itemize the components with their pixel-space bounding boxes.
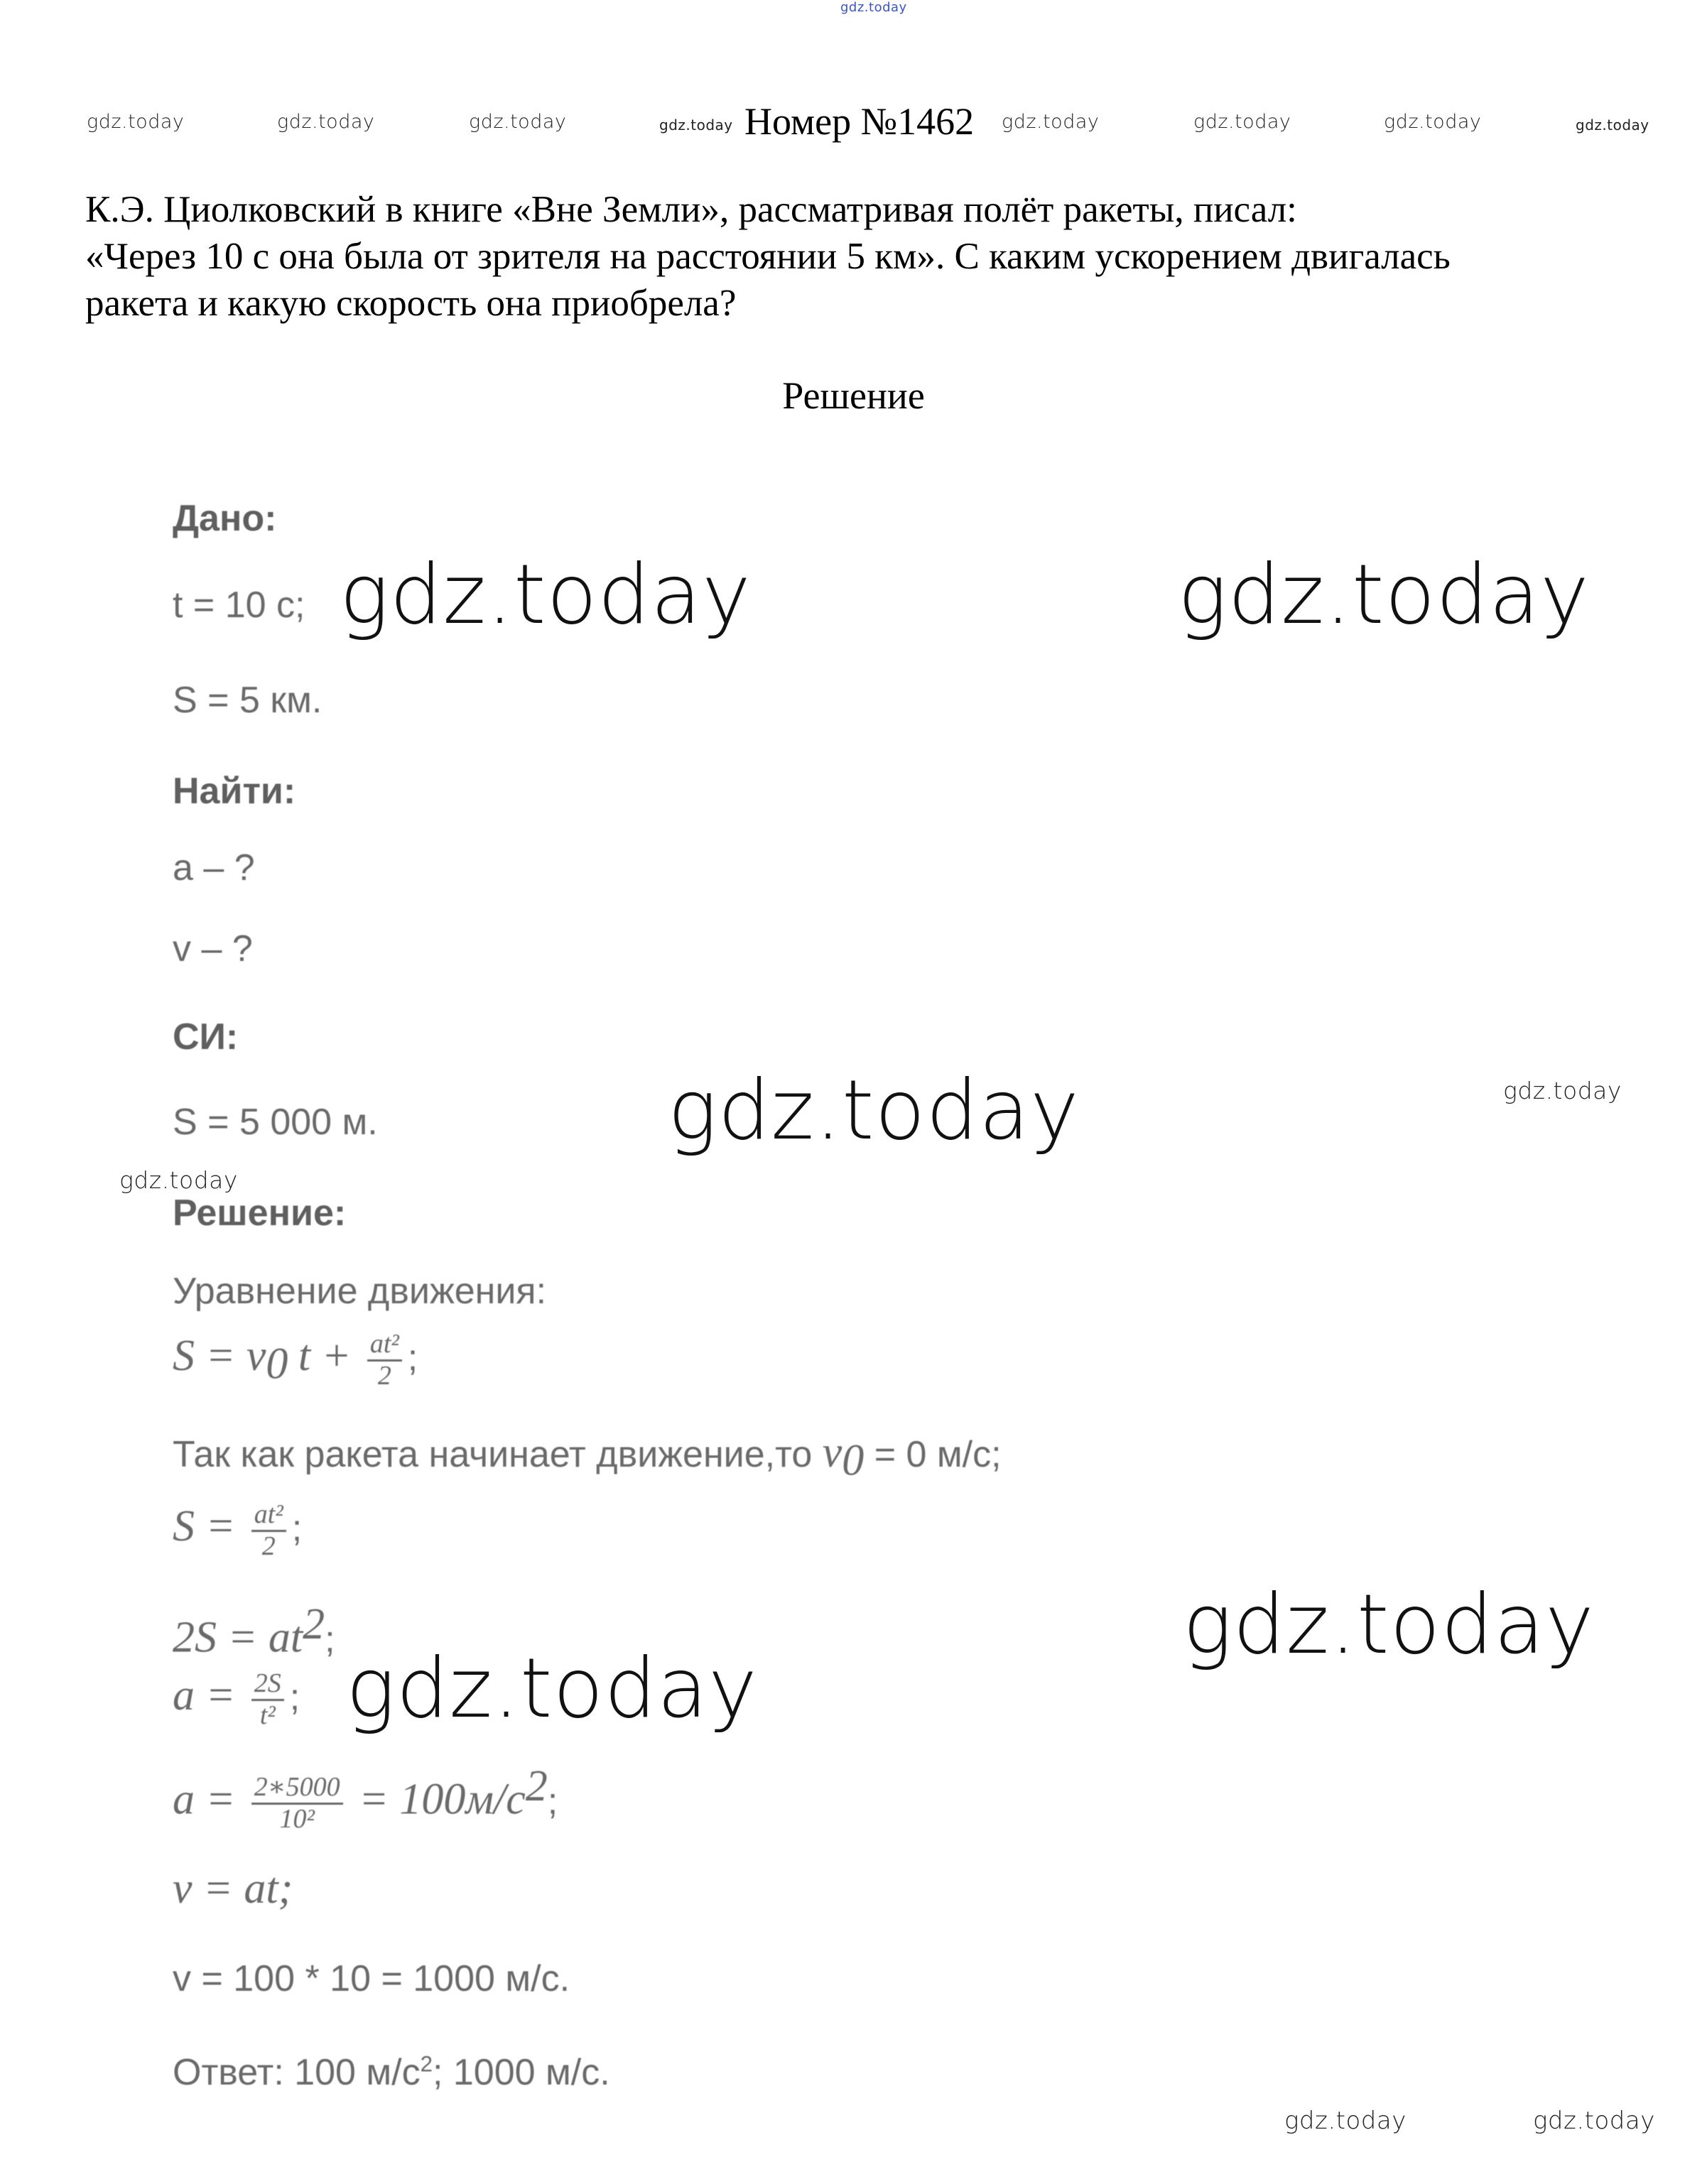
find-velocity: v – ? <box>173 928 253 969</box>
watermark: gdz.today <box>1576 116 1649 134</box>
equation-acceleration-value: a = $\frac{2∗5000}{\text{10²}}$ = $100м/с^2$; <box>173 1762 558 1835</box>
solution-heading: Решение <box>782 374 925 417</box>
watermark-large: gdz.today <box>1183 1577 1595 1673</box>
watermark-large: gdz.today <box>1178 547 1590 643</box>
find-label: Найти: <box>173 771 296 812</box>
watermark: gdz.today <box>87 111 185 133</box>
problem-line: «Через 10 с она была от зрителя на расстоянии 5 км». С каким ускорением двигалась <box>85 236 1451 277</box>
initial-velocity-note: Так как ракета начинает движение,то $v_0 = 0$ м/с; <box>173 1428 1002 1485</box>
equation-2s: $2S = at^2$; <box>173 1600 335 1662</box>
problem-line: К.Э. Циолковский в книге «Вне Земли», рассматривая полёт ракеты, писал: <box>85 189 1297 230</box>
watermark-large: gdz.today <box>346 1641 758 1737</box>
watermark-large: gdz.today <box>340 547 752 643</box>
watermark: gdz.today <box>1503 1077 1622 1104</box>
problem-line: ракета и какую скорость она приобрела? <box>85 283 737 324</box>
equation-distance: S = $\frac{\text{at²}}{2}$ ; <box>173 1499 303 1561</box>
watermark: gdz.today <box>277 111 375 133</box>
problem-text <box>85 186 1676 327</box>
equation-acceleration-formula: a = $\frac{2S}{\text{t²}}$ ; <box>173 1668 300 1730</box>
watermark: gdz.today <box>119 1166 238 1194</box>
find-acceleration: a – ? <box>173 847 255 889</box>
watermark: gdz.today <box>1384 111 1482 133</box>
answer: Ответ: 100 $м/с^2$; 1000 м/с. <box>173 2051 610 2093</box>
equation-caption: Уравнение движения: <box>173 1271 547 1312</box>
watermark: gdz.today <box>1002 111 1100 133</box>
equation-velocity-value: v = 100 * 10 = 1000 м/с. <box>173 1958 570 1999</box>
given-time: t = 10 с; <box>173 585 305 626</box>
watermark-large: gdz.today <box>668 1063 1080 1158</box>
given-distance: S = 5 км. <box>173 680 323 721</box>
watermark: gdz.today <box>659 116 733 134</box>
si-distance: S = 5 000 м. <box>173 1102 378 1143</box>
si-label: СИ: <box>173 1016 239 1058</box>
given-label: Дано: <box>173 498 277 539</box>
watermark: gdz.today <box>1193 111 1291 133</box>
watermark: gdz.today <box>1533 2107 1655 2135</box>
equation-motion: $S = v_0$ t + $\frac{\text{at²}}{2}$ ; <box>173 1329 418 1391</box>
page-title: Номер №1462 <box>744 100 975 143</box>
solution-label: Решение: <box>173 1192 347 1234</box>
equation-velocity-formula: v = at; <box>173 1864 293 1913</box>
watermark-top: gdz.today <box>840 0 907 15</box>
watermark: gdz.today <box>469 111 567 133</box>
watermark: gdz.today <box>1284 2107 1407 2135</box>
